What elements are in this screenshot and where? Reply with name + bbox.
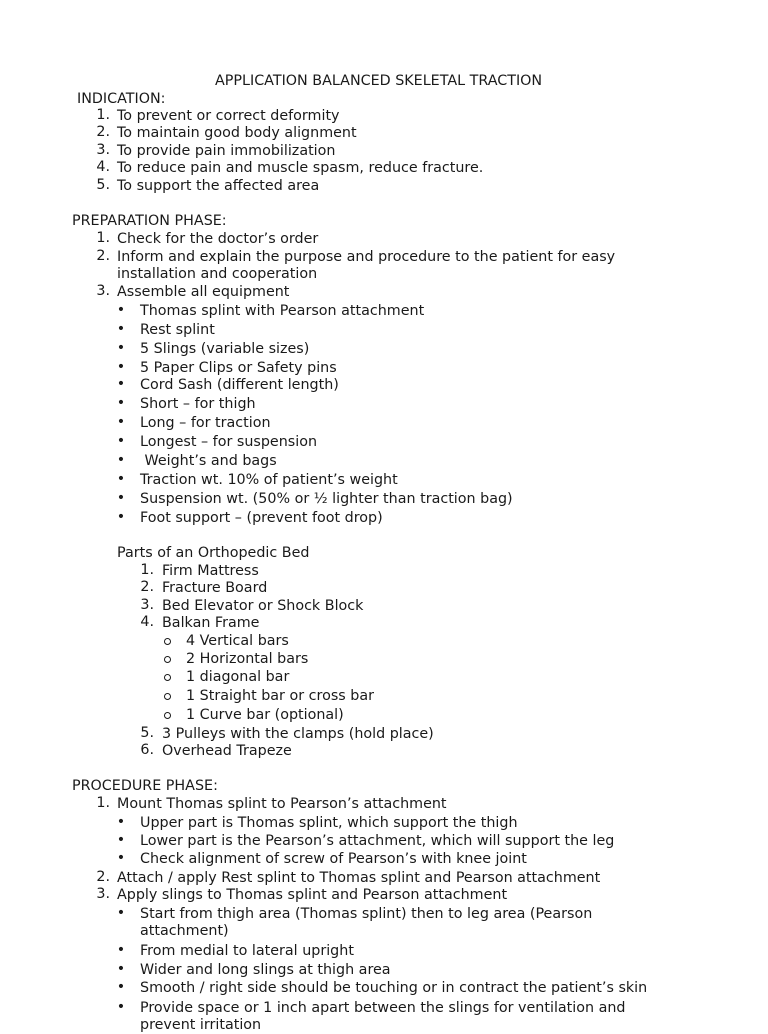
- bullet: •: [116, 340, 126, 356]
- list-number: 2.: [96, 869, 110, 885]
- list-number: 1.: [140, 562, 154, 578]
- bullet: •: [116, 376, 126, 392]
- list-item: Wider and long slings at thigh area: [140, 962, 391, 978]
- list-item: 1 diagonal bar: [186, 669, 290, 685]
- bullet: •: [116, 850, 126, 866]
- bullet: •: [116, 832, 126, 848]
- list-item: 5 Slings (variable sizes): [140, 341, 310, 357]
- list-number: 2.: [96, 124, 110, 140]
- list-item: Balkan Frame: [162, 615, 260, 631]
- list-number: 4.: [140, 614, 154, 630]
- list-item-continued: attachment): [140, 923, 229, 939]
- list-number: 3.: [96, 142, 110, 158]
- document-title: APPLICATION BALANCED SKELETAL TRACTION: [215, 73, 543, 89]
- circle-bullet: [164, 656, 171, 663]
- procedure-heading: PROCEDURE PHASE:: [72, 778, 218, 794]
- preparation-heading: PREPARATION PHASE:: [72, 213, 227, 229]
- list-item: To support the affected area: [117, 178, 320, 194]
- list-item: Apply slings to Thomas splint and Pearson attachment: [117, 887, 508, 903]
- list-item: Fracture Board: [162, 580, 268, 596]
- list-number: 3.: [96, 886, 110, 902]
- list-item: Overhead Trapeze: [162, 743, 292, 759]
- indication-heading: INDICATION:: [77, 91, 166, 107]
- orthopedic-bed-heading: Parts of an Orthopedic Bed: [117, 545, 310, 561]
- list-item: To reduce pain and muscle spasm, reduce fracture.: [117, 160, 484, 176]
- list-item: 2 Horizontal bars: [186, 651, 309, 667]
- list-item: Lower part is the Pearson’s attachment, which will support the leg: [140, 833, 615, 849]
- list-item: Weight’s and bags: [140, 453, 277, 469]
- bullet: •: [116, 814, 126, 830]
- bullet: •: [116, 414, 126, 430]
- list-item-continued: prevent irritation: [140, 1017, 262, 1033]
- list-item: Smooth / right side should be touching or in contract the patient’s skin: [140, 980, 648, 996]
- bullet: •: [116, 961, 126, 977]
- bullet: •: [116, 490, 126, 506]
- list-item: Foot support – (prevent foot drop): [140, 510, 383, 526]
- list-item: Long – for traction: [140, 415, 271, 431]
- list-item: 4 Vertical bars: [186, 633, 289, 649]
- list-item: 1 Straight bar or cross bar: [186, 688, 374, 704]
- circle-bullet: [164, 712, 171, 719]
- list-item: Check alignment of screw of Pearson’s with knee joint: [140, 851, 527, 867]
- list-item: Firm Mattress: [162, 563, 259, 579]
- bullet: •: [116, 433, 126, 449]
- bullet: •: [116, 302, 126, 318]
- list-item: Check for the doctor’s order: [117, 231, 319, 247]
- bullet: •: [116, 471, 126, 487]
- bullet: •: [116, 979, 126, 995]
- bullet: •: [116, 452, 126, 468]
- bullet: •: [116, 395, 126, 411]
- list-item: Provide space or 1 inch apart between the slings for ventilation and: [140, 1000, 626, 1016]
- list-item: Thomas splint with Pearson attachment: [140, 303, 425, 319]
- list-item: Upper part is Thomas splint, which support the thigh: [140, 815, 518, 831]
- list-item: Longest – for suspension: [140, 434, 318, 450]
- list-item: Cord Sash (different length): [140, 377, 339, 393]
- list-item: To maintain good body alignment: [117, 125, 357, 141]
- list-item: Short – for thigh: [140, 396, 256, 412]
- list-number: 2.: [140, 579, 154, 595]
- list-item: 3 Pulleys with the clamps (hold place): [162, 726, 434, 742]
- list-item: Bed Elevator or Shock Block: [162, 598, 364, 614]
- list-item: Mount Thomas splint to Pearson’s attachment: [117, 796, 447, 812]
- list-item: To provide pain immobilization: [117, 143, 336, 159]
- list-number: 5.: [96, 177, 110, 193]
- bullet: •: [116, 321, 126, 337]
- list-item: To prevent or correct deformity: [117, 108, 340, 124]
- list-item: From medial to lateral upright: [140, 943, 354, 959]
- bullet: •: [116, 942, 126, 958]
- list-number: 1.: [96, 795, 110, 811]
- list-item: 5 Paper Clips or Safety pins: [140, 360, 337, 376]
- list-number: 3.: [140, 597, 154, 613]
- bullet: •: [116, 905, 126, 921]
- list-item: Rest splint: [140, 322, 215, 338]
- list-item-continued: installation and cooperation: [117, 266, 318, 282]
- list-number: 3.: [96, 283, 110, 299]
- bullet: •: [116, 359, 126, 375]
- bullet: •: [116, 509, 126, 525]
- circle-bullet: [164, 638, 171, 645]
- bullet: •: [116, 999, 126, 1015]
- list-item: Start from thigh area (Thomas splint) then to leg area (Pearson: [140, 906, 593, 922]
- list-item: Assemble all equipment: [117, 284, 290, 300]
- list-number: 4.: [96, 159, 110, 175]
- list-item: Traction wt. 10% of patient’s weight: [140, 472, 398, 488]
- circle-bullet: [164, 674, 171, 681]
- list-number: 2.: [96, 248, 110, 264]
- list-item: 1 Curve bar (optional): [186, 707, 344, 723]
- circle-bullet: [164, 693, 171, 700]
- list-number: 1.: [96, 230, 110, 246]
- list-item: Attach / apply Rest splint to Thomas splint and Pearson attachment: [117, 870, 601, 886]
- list-number: 1.: [96, 107, 110, 123]
- list-number: 5.: [140, 725, 154, 741]
- list-number: 6.: [140, 742, 154, 758]
- list-item: Inform and explain the purpose and procedure to the patient for easy: [117, 249, 616, 265]
- list-item: Suspension wt. (50% or ½ lighter than traction bag): [140, 491, 513, 507]
